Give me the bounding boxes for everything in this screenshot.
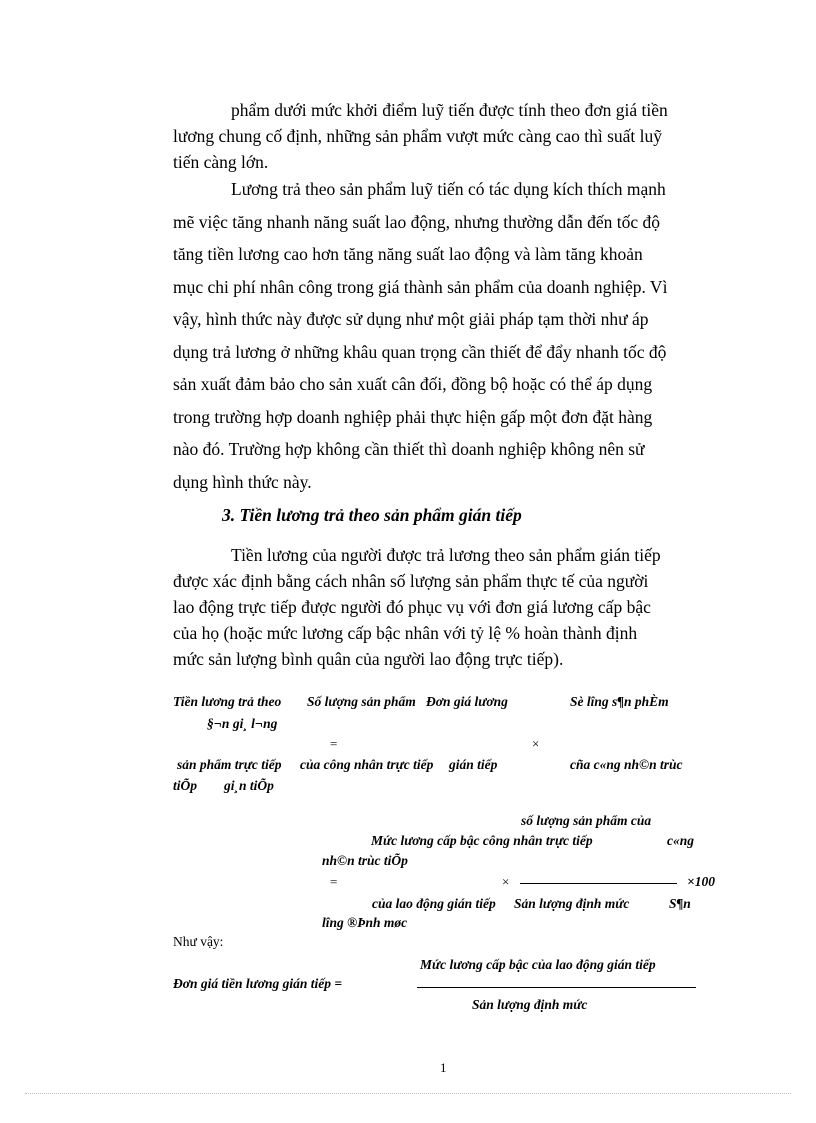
formula1-row4a: tiÕp [173,778,198,793]
formula2-last-line: lîng ®Þnh møc [322,915,408,930]
paragraph-line: tăng tiền lương cao hơn tăng năng suất lao động và làm tăng khoản [173,244,643,264]
formula1-unit-price: Đơn giá lương [426,694,508,709]
paragraph-3 [173,542,718,672]
formula3-denominator: Sản lượng định mức [472,997,588,1012]
section-heading: 3. Tiền lương trả theo sản phẩm gián tiếp [222,505,522,525]
paragraph-line: sản xuất đảm bảo cho sản xuất cân đối, đồng bộ hoặc có thể áp dụng [173,374,653,394]
paragraph-line: của họ (hoặc mức lương cấp bậc nhân với tỷ lệ % hoàn thành định [173,623,638,643]
page-number: 1 [440,1060,447,1075]
paragraph-line: Lương trả theo sản phẩm luỹ tiến có tác dụng kích thích mạnh [231,179,666,199]
paragraph-line: phẩm dưới mức khởi điểm luỹ tiến được tính theo đơn giá tiền [231,100,668,120]
formula1-row3-right: cña c«ng nh©n trùc [570,757,683,772]
formula2-denominator-left: của lao động gián tiếp [372,896,496,911]
formula1-times: × [532,736,540,751]
paragraph-line: mẽ việc tăng nhanh năng suất lao động, nhưng thường dẫn đến tốc độ [173,211,661,232]
paragraph-line: dụng hình thức này. [173,471,312,492]
paragraph-line: dụng trả lương ở những khâu quan trọng cần thiết để đẩy nhanh tốc độ [173,341,667,362]
formula2-top: số lượng sản phẩm của [521,813,652,828]
formula2-left-label: nh©n trùc tiÕp [322,853,408,868]
formula2-denominator-right: S¶n [669,896,691,911]
formula1-row2: §¬n gi¸ l¬ng [207,716,278,731]
formula1-left-label: Tiền lương trả theo [173,694,282,709]
formula1-row3-mid: của công nhân trực tiếp [300,757,434,772]
formula2-times-100: ×100 [687,874,715,889]
paragraph-2 [173,173,718,498]
formula1-right-label: Sè lîng s¶n phÈm [570,694,669,709]
formula1-row3-left: sản phẩm trực tiếp [177,757,282,772]
paragraph-1 [173,97,718,175]
formula1-equals: = [330,736,338,751]
paragraph-line: lao động trực tiếp được người đó phục vụ với đơn giá lương cấp bậc [173,597,651,617]
paragraph-line: Tiền lương của người được trả lương theo sản phẩm gián tiếp [231,545,661,565]
formula1-row3-mid2: gián tiếp [449,757,498,772]
formula2-equals: = [330,874,338,889]
formula1-quantity: Số lượng sản phẩm [307,694,416,709]
formula2-numerator: Mức lương cấp bậc công nhân trực tiếp [371,833,593,848]
formula2-fraction-bar [520,883,677,884]
formula2-times: × [502,874,510,889]
paragraph-line: trong trường hợp doanh nghiệp phải thực hiện gấp một đơn đặt hàng [173,406,653,427]
formula2-numerator-right: c«ng [667,833,694,848]
formula3-label: Đơn giá tiền lương gián tiếp = [173,976,343,991]
formula1-row4b: gi¸n tiÕp [224,778,274,793]
paragraph-line: tiến càng lớn. [173,152,269,172]
formula3-fraction-bar [417,987,696,988]
paragraph-line: được xác định bằng cách nhân số lượng sản phẩm thực tế của người [173,571,649,591]
page-bottom-divider [25,1093,791,1094]
paragraph-line: mức sản lượng bình quân của người lao động trực tiếp). [173,649,564,669]
paragraph-line: vậy, hình thức này được sử dụng như một giải pháp tạm thời như áp [173,309,649,329]
paragraph-line: nào đó. Trường hợp không cần thiết thì doanh nghiệp không nên sử [173,439,645,459]
nhu-vay-label: Như vậy: [173,934,224,949]
paragraph-line: mục chi phí nhân công trong giá thành sản phẩm của doanh nghiệp. Vì [173,276,668,297]
formula3-numerator: Mức lương cấp bậc của lao động gián tiếp [420,957,656,972]
formula2-denominator: Sản lượng định mức [514,896,630,911]
paragraph-line: lương chung cố định, những sản phẩm vượt mức càng cao thì suất luỹ [173,126,663,146]
